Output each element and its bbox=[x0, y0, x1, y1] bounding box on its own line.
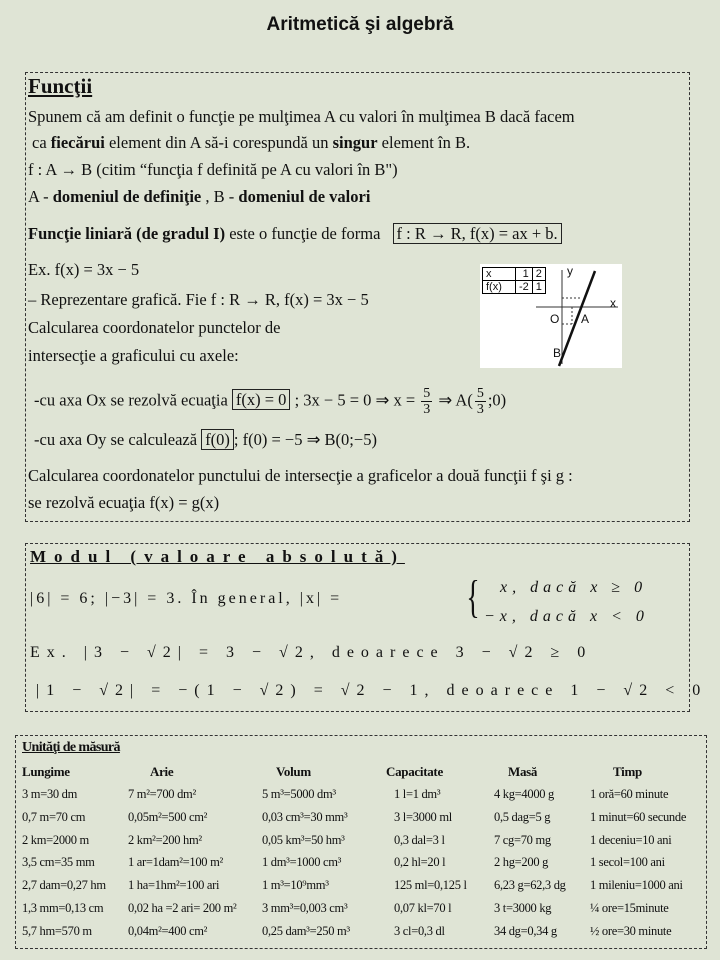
domain-line bbox=[28, 187, 370, 207]
function-graph bbox=[480, 264, 622, 368]
fraction bbox=[475, 386, 486, 417]
unit-cell: 0,5 dag=5 g bbox=[494, 809, 551, 824]
denominator: 3 bbox=[423, 402, 431, 417]
unit-cell: 3 t=3000 kg bbox=[494, 901, 552, 915]
text: -cu axa Ox se rezolvă ecuaţia bbox=[34, 390, 232, 410]
unit-cell: 0,04m²=400 cm² bbox=[128, 923, 208, 938]
text: domeniul de valori bbox=[238, 187, 371, 206]
brace: { bbox=[466, 571, 480, 622]
equation-line: se rezolvă ecuaţia f(x) = g(x) bbox=[28, 493, 220, 512]
x-axis-label: x bbox=[610, 296, 616, 310]
text: Funcţie liniară (de gradul I) bbox=[28, 224, 226, 243]
unit-cell: ¼ ore=15minute bbox=[590, 901, 669, 915]
point-a-label: A bbox=[581, 312, 590, 326]
text: element din A să-i corespundă un bbox=[104, 133, 333, 152]
unit-cell: 6,23 g=62,3 dg bbox=[494, 878, 566, 893]
modul-line-1: |6| = 6; |−3| = 3. În general, |x| = bbox=[30, 590, 343, 607]
case-positive: x, dacă x ≥ 0 bbox=[500, 579, 648, 596]
unit-cell: 0,2 hl=20 l bbox=[394, 855, 446, 870]
definition-line-2 bbox=[32, 133, 470, 153]
fraction bbox=[421, 386, 432, 417]
text: element în B. bbox=[377, 133, 471, 152]
unit-cell: 1 deceniu=10 ani bbox=[590, 832, 672, 847]
unit-cell: 3 l=3000 ml bbox=[394, 809, 452, 824]
unit-cell: 1,3 mm=0,13 cm bbox=[22, 901, 104, 915]
cell: -2 bbox=[516, 281, 533, 294]
cell: 2 bbox=[532, 268, 545, 281]
modul-example-1: Ex. |3 − √2| = 3 − √2, deoarece 3 − √2 ≥ 0 bbox=[30, 644, 593, 661]
unit-cell: 1 l=1 dm³ bbox=[394, 787, 441, 801]
unit-cell: 4 kg=4000 g bbox=[494, 787, 554, 801]
unit-cell: 7 m²=700 dm² bbox=[128, 787, 196, 801]
text: domeniul de definiţie bbox=[52, 187, 202, 206]
y-axis-label: y bbox=[567, 264, 573, 278]
modul-heading: Modul (valoare absolută) bbox=[30, 547, 405, 566]
case-negative: −x, dacă x < 0 bbox=[484, 608, 649, 625]
numerator: 5 bbox=[423, 386, 431, 401]
unit-cell: 2 km=2000 m bbox=[22, 832, 89, 847]
text: -cu axa Oy se calculează bbox=[34, 430, 202, 449]
example-line: Ex. f(x) = 3x − 5 bbox=[28, 260, 140, 279]
unit-cell: 3 mm³=0,003 cm³ bbox=[262, 901, 348, 915]
column-header: Masă bbox=[508, 764, 538, 779]
unit-cell: 0,25 dam³=250 m³ bbox=[262, 923, 350, 938]
unit-cell: 1 dm³=1000 cm³ bbox=[262, 855, 342, 870]
unit-cell: 2 km²=200 hm² bbox=[128, 832, 202, 847]
unit-cell: 0,7 m=70 cm bbox=[22, 809, 86, 824]
text: ; f(0) = −5 ⇒ B(0;−5) bbox=[233, 430, 377, 449]
unit-cell: 0,05m²=500 cm² bbox=[128, 809, 208, 824]
linear-function-line bbox=[28, 224, 562, 244]
unit-cell: 0,03 cm³=30 mm³ bbox=[262, 809, 348, 824]
text: fiecărui bbox=[50, 133, 105, 152]
unit-cell: 1 ar=1dam²=100 m² bbox=[128, 855, 223, 870]
column-header: Timp bbox=[613, 764, 642, 779]
numerator: 5 bbox=[476, 386, 484, 401]
cell: f(x) bbox=[483, 281, 516, 294]
unit-cell: 2,7 dam=0,27 hm bbox=[22, 878, 106, 893]
unit-cell: 0,07 kl=70 l bbox=[394, 901, 452, 915]
cell: 1 bbox=[516, 268, 533, 281]
unit-cell: 1 m³=10⁹mm³ bbox=[262, 878, 329, 893]
unit-cell: 1 oră=60 minute bbox=[590, 787, 669, 801]
text: ; 3x − 5 = 0 ⇒ x = bbox=[290, 390, 420, 410]
intersection-graphs-line: Calcularea coordonatelor punctului de intersecţie a graficelor a două funcţii f şi g : bbox=[28, 466, 573, 485]
unit-cell: 0,3 dal=3 l bbox=[394, 832, 445, 847]
ox-line bbox=[34, 386, 506, 417]
oy-line bbox=[34, 430, 377, 450]
unit-cell: 0,05 km³=50 hm³ bbox=[262, 832, 345, 847]
column-header: Arie bbox=[150, 764, 174, 779]
text: A - bbox=[28, 187, 53, 206]
unit-cell: 5,7 hm=570 m bbox=[22, 923, 92, 938]
cell: x bbox=[483, 268, 516, 281]
unit-cell: 5 m³=5000 dm³ bbox=[262, 787, 336, 801]
unit-cell: 2 hg=200 g bbox=[494, 855, 549, 870]
text: , B - bbox=[201, 187, 239, 206]
unit-cell: 1 minut=60 secunde bbox=[590, 809, 687, 824]
unit-cell: 34 dg=0,34 g bbox=[494, 923, 557, 938]
column-header: Lungime bbox=[22, 764, 70, 779]
formula-box: f(x) = 0 bbox=[232, 389, 291, 410]
text: singur bbox=[332, 133, 378, 152]
origin-label: O bbox=[550, 312, 560, 326]
column-header: Capacitate bbox=[386, 764, 443, 779]
text: ⇒ A( bbox=[434, 390, 473, 410]
denominator: 3 bbox=[476, 402, 484, 417]
unit-cell: 3,5 cm=35 mm bbox=[22, 855, 95, 870]
graph-line: – Reprezentare grafică. Fie f : R → R, f(x) = 3x − 5 bbox=[28, 290, 369, 309]
unit-cell: 0,02 ha =2 ari= 200 m² bbox=[128, 901, 237, 915]
text: ca bbox=[32, 133, 51, 152]
cell: 1 bbox=[532, 281, 545, 294]
unit-cell: 3 m=30 dm bbox=[22, 787, 78, 801]
intersect-line-1: Calcularea coordonatelor punctelor de bbox=[28, 318, 281, 337]
point-b-label: B bbox=[553, 346, 562, 360]
unitati-heading: Unităţi de măsură bbox=[22, 740, 120, 755]
formula-box: f : R → R, f(x) = ax + b. bbox=[393, 223, 562, 244]
text: este o funcţie de forma bbox=[225, 224, 385, 243]
unit-cell: 3 cl=0,3 dl bbox=[394, 923, 445, 938]
notation-line: f : A → B (citim “funcţia f definită pe A cu valori în B") bbox=[28, 160, 398, 179]
unit-cell: 1 ha=1hm²=100 ari bbox=[128, 878, 220, 893]
unit-cell: 125 ml=0,125 l bbox=[394, 878, 467, 893]
unit-cell: 1 secol=100 ani bbox=[590, 855, 665, 870]
modul-example-2: |1 − √2| = −(1 − √2) = √2 − 1, deoarece 1 − √2 < 0 bbox=[36, 682, 708, 699]
page-title: Aritmetică şi algebră bbox=[266, 14, 454, 35]
unit-cell: 1 mileniu=1000 ani bbox=[590, 878, 683, 893]
unit-cell: 7 cg=70 mg bbox=[494, 832, 551, 847]
formula-box: f(0) bbox=[201, 429, 234, 450]
intersect-line-2: intersecţie a graficului cu axele: bbox=[28, 346, 239, 365]
unit-cell: ½ ore=30 minute bbox=[590, 923, 672, 938]
functii-heading: Funcţii bbox=[28, 74, 93, 98]
column-header: Volum bbox=[276, 764, 311, 779]
definition-line-1: Spunem că am definit o funcţie pe mulţimea A cu valori în mulţimea B dacă facem bbox=[28, 107, 575, 126]
text: ;0) bbox=[487, 390, 507, 410]
